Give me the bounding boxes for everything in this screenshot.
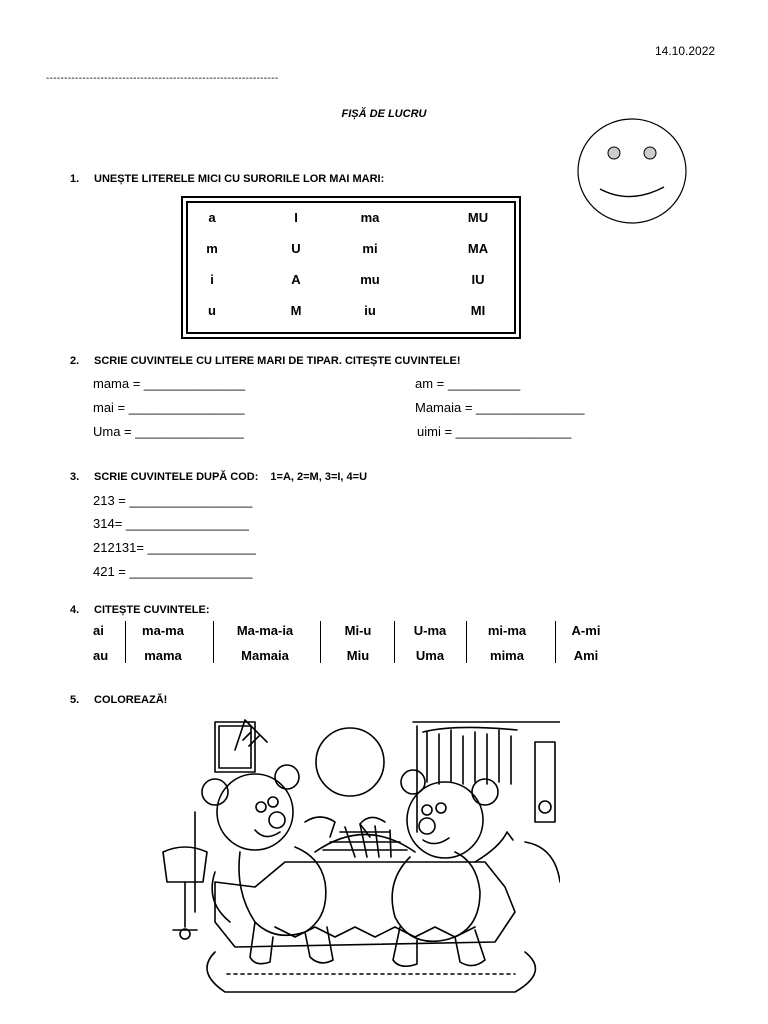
- task2-number: 2.: [70, 355, 80, 367]
- letters-table-cell[interactable]: A: [291, 272, 301, 287]
- task2-title: SCRIE CUVINTELE CU LITERE MARI DE TIPAR. CITEȘTE CUVINTELE!: [94, 355, 461, 367]
- letters-table-cell[interactable]: ma: [360, 210, 380, 225]
- task5-title: COLOREAZĂ!: [94, 694, 168, 706]
- task3-line[interactable]: 421 = _________________: [93, 564, 253, 579]
- task3-code: 1=A, 2=M, 3=I, 4=U: [270, 471, 368, 483]
- task3-line[interactable]: 212131= _______________: [93, 540, 257, 555]
- letters-table-cell[interactable]: I: [294, 210, 298, 225]
- letters-table-cell[interactable]: i: [210, 272, 214, 287]
- task2-line[interactable]: uimi = ________________: [417, 424, 572, 439]
- reading-word: mama: [144, 648, 182, 663]
- reading-word: mi-ma: [487, 623, 527, 638]
- date: 14.10.2022: [655, 44, 716, 58]
- column-divider: [320, 621, 321, 663]
- task2-line[interactable]: mama = ______________: [93, 376, 246, 391]
- task3-number: 3.: [70, 471, 80, 483]
- task2-line[interactable]: mai = ________________: [93, 400, 245, 415]
- column-divider: [394, 621, 395, 663]
- reading-word: Ami: [573, 648, 599, 663]
- task5-number: 5.: [70, 694, 80, 706]
- reading-word: Mi-u: [344, 623, 372, 638]
- page-title: FIȘĂ DE LUCRU: [341, 108, 427, 120]
- reading-word: au: [93, 648, 109, 663]
- letters-table-cell[interactable]: U: [291, 241, 301, 256]
- task3-line[interactable]: 314= _________________: [93, 516, 249, 531]
- letters-table-cell[interactable]: MA: [467, 241, 489, 256]
- coloring-picture[interactable]: [155, 712, 560, 997]
- task2-heading: [70, 355, 460, 367]
- task4-number: 4.: [70, 604, 80, 616]
- letters-table-cell[interactable]: m: [206, 241, 218, 256]
- letters-table-cell[interactable]: IU: [471, 272, 485, 287]
- letters-table-cell[interactable]: u: [208, 303, 216, 318]
- reading-word: Ma-ma-ia: [236, 623, 294, 638]
- letters-table-cell[interactable]: mi: [362, 241, 378, 256]
- column-divider: [466, 621, 467, 663]
- task2-line[interactable]: am = __________: [415, 376, 521, 391]
- task5-heading: [70, 694, 167, 706]
- task4-heading: [70, 604, 210, 616]
- letters-table-cell[interactable]: MI: [470, 303, 486, 318]
- smiley-face-icon: [576, 117, 688, 225]
- task2-line[interactable]: Uma = _______________: [93, 424, 244, 439]
- reading-word: Miu: [346, 648, 370, 663]
- task2-line[interactable]: Mamaia = _______________: [415, 400, 585, 415]
- reading-word: ai: [93, 623, 104, 638]
- task3-line[interactable]: 213 = _________________: [93, 493, 253, 508]
- name-line: ----------------------------------------------------------------: [46, 73, 279, 84]
- column-divider: [555, 621, 556, 663]
- letters-table-cell[interactable]: mu: [360, 272, 380, 287]
- task3-title: SCRIE CUVINTELE DUPĂ COD:: [94, 471, 259, 483]
- letters-table-cell[interactable]: a: [208, 210, 216, 225]
- reading-word: A-mi: [571, 623, 601, 638]
- letters-table-cell[interactable]: MU: [467, 210, 489, 225]
- reading-word: mima: [490, 648, 524, 663]
- letters-table-cell[interactable]: iu: [364, 303, 376, 318]
- column-divider: [213, 621, 214, 663]
- reading-word: U-ma: [413, 623, 447, 638]
- task1-number: 1.: [70, 173, 80, 185]
- task1-heading: [70, 173, 384, 185]
- task1-title: UNEȘTE LITERELE MICI CU SURORILE LOR MAI MARI:: [94, 173, 385, 185]
- reading-word: ma-ma: [142, 623, 184, 638]
- task4-title: CITEȘTE CUVINTELE:: [94, 604, 210, 616]
- reading-word: Uma: [415, 648, 445, 663]
- reading-word: Mamaia: [241, 648, 289, 663]
- column-divider: [125, 621, 126, 663]
- letters-table-cell[interactable]: M: [290, 303, 302, 318]
- task3-heading: [70, 471, 367, 483]
